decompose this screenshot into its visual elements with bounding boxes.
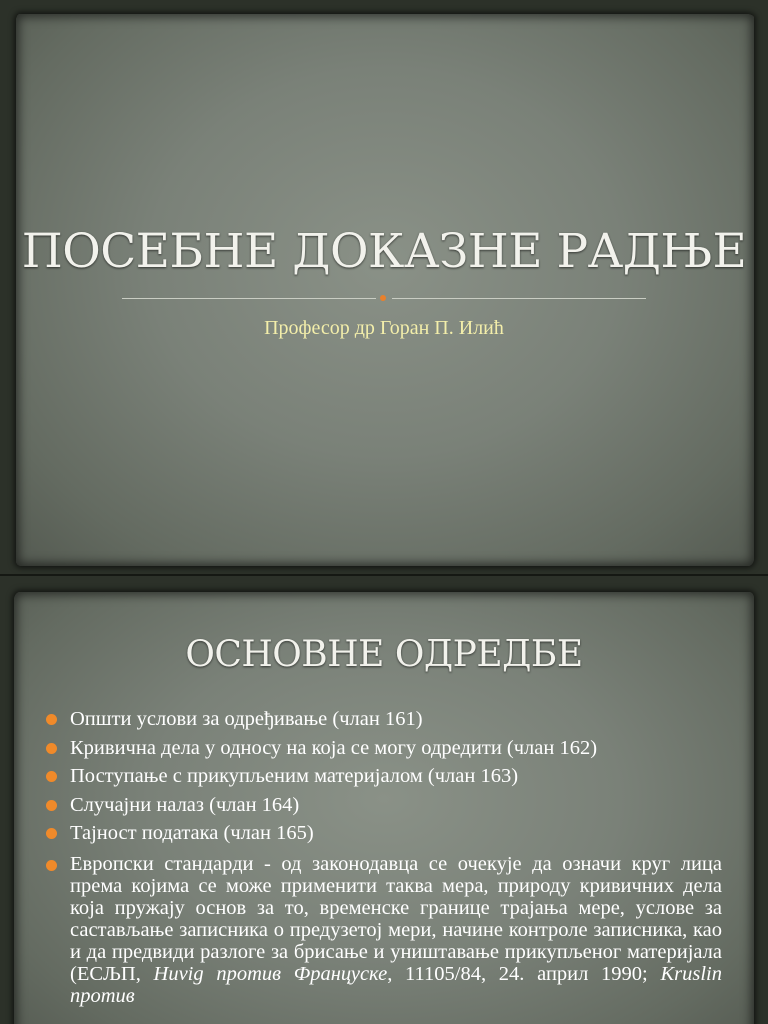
list-item: Европски стандарди - од законодавца се очекује да означи круг лица према којима се може применити таква мера, природу кривичних дела која пружају основ за то, временске границе трајања мере, услове за састављање записника о предузетој мери, начине контроле записника, као и да предвиди разлоге за брисање и уништавање прикупљеног материјала (ЕСЉП, Huvig против Француске, 11105/84, 24. април 1990; Kruslin против (46, 853, 722, 1007)
slide-title: ПОСЕБНЕ ДОКАЗНЕ РАДЊЕ (21, 224, 747, 279)
list-item: Општи услови за одређивање (члан 161) (46, 705, 722, 734)
bullet-list (46, 705, 722, 1007)
title-divider (122, 296, 646, 300)
list-item: Поступање с прикупљеним материјалом (члан 163) (46, 762, 722, 791)
bullet-icon (46, 860, 57, 871)
list-item: Кривична дела у односу на која се могу одредити (члан 162) (46, 734, 722, 763)
paper-background (16, 14, 754, 566)
slide-heading: ОСНОВНЕ ОДРЕДБЕ (185, 634, 583, 675)
list-item: Случајни налаз (члан 164) (46, 791, 722, 820)
list-item: Тајност података (члан 165) (46, 819, 722, 848)
bullet-icon (46, 771, 57, 782)
bullet-icon (46, 828, 57, 839)
slide-subtitle: Професор др Горан П. Илић (264, 317, 504, 339)
bullet-icon (46, 800, 57, 811)
bullet-icon (46, 714, 57, 725)
bullet-icon (46, 743, 57, 754)
divider-dot-icon (380, 295, 386, 301)
